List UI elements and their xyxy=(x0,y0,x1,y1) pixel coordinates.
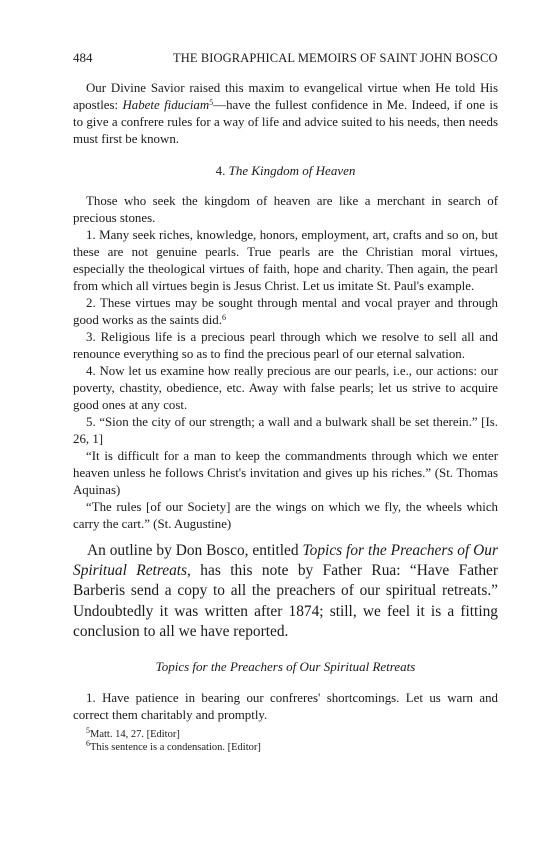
list-item-3: 3. Religious life is a precious pearl through which we resolve to sell all and renounce everything so as to find the precious pearl of our eternal salvation. xyxy=(73,330,498,361)
kingdom-section xyxy=(73,193,498,533)
quote-augustine: “The rules [of our Society] are the wings on which we fly, the wheels which carry the cart.” (St. Augustine) xyxy=(73,500,498,531)
outline-text-start: An outline by Don Bosco, entitled xyxy=(87,542,303,559)
list-item-4: 4. Now let us examine how really precious are our pearls, i.e., our actions: our poverty, chastity, obedience, etc. Away with false pearls; let us strive to acquire good ones at any cost. xyxy=(73,364,498,412)
footnote-ref-6: 6 xyxy=(221,313,226,322)
footnote-5-mark: 5 xyxy=(86,726,90,736)
intro-paragraph xyxy=(73,80,498,148)
quote-aquinas: “It is difficult for a man to keep the commandments through which we enter heaven unless he follows Christ's invitation and gives up his riches.” (St. Thomas Aquinas) xyxy=(73,449,498,497)
footnote-ref-5: 5 xyxy=(209,98,214,107)
section-number: 4. xyxy=(215,163,229,178)
footnote-5-text: Matt. 14, 27. [Editor] xyxy=(90,729,180,741)
running-title: THE BIOGRAPHICAL MEMOIRS OF SAINT JOHN BOSCO xyxy=(173,51,498,65)
outline-paragraph xyxy=(73,541,498,642)
intro-latin-phrase: Habete fiduciam xyxy=(122,98,210,112)
footnote-6-text: This sentence is a condensation. [Editor] xyxy=(90,742,261,754)
section-title: The Kingdom of Heaven xyxy=(228,163,356,178)
running-header xyxy=(73,50,498,66)
list-item-2 xyxy=(73,295,498,329)
intro-text-end: —have the fullest confidence in Me. Indeed, if one is to give a confrere rules for a way of life and advice suited to his needs, then needs must first be known. xyxy=(73,98,498,146)
outline-italic-title: Topics for the Preachers of Our Spiritual Retreats xyxy=(73,542,498,580)
footnotes xyxy=(73,728,498,754)
footnote-6-mark: 6 xyxy=(86,739,90,749)
section-heading-4 xyxy=(73,163,498,179)
topics-heading: Topics for the Preachers of Our Spiritual Retreats xyxy=(155,659,416,675)
topics-section xyxy=(73,690,498,724)
intro-text-start: Our Divine Savior raised this maxim to evangelical virtue when He told His apostles: xyxy=(73,81,498,112)
page-number: 484 xyxy=(73,50,93,65)
outline-block xyxy=(73,541,498,642)
outline-text-end: , has this note by Father Rua: “Have Father Barberis send a copy to all the preachers of our spiritual retreats.” Undoubtedly it was written after 1874; still, we feel it is a fitting conclusion to all we have reported. xyxy=(73,562,498,640)
list-item-1: 1. Many seek riches, knowledge, honors, employment, art, crafts and so on, but these are not genuine pearls. True pearls are the Christian moral virtues, especially the theological virtues of faith, hope and charity. Then again, the pearl from which all virtues begin is Jesus Christ. Let us imitate St. Paul's example. xyxy=(73,228,498,293)
intro-block xyxy=(73,80,498,148)
footnote-6 xyxy=(73,741,498,754)
topics-item-1: 1. Have patience in bearing our confreres' shortcomings. Let us warn and correct them charitably and promptly. xyxy=(73,691,498,723)
list-item-5: 5. “Sion the city of our strength; a wall and a bulwark shall be set therein.” [Is. 26, 1] xyxy=(73,415,498,446)
page xyxy=(73,50,498,754)
kingdom-lead: Those who seek the kingdom of heaven are like a merchant in search of precious stones. xyxy=(73,194,498,225)
footnote-5 xyxy=(73,728,498,741)
list-item-2-text: 2. These virtues may be sought through mental and vocal prayer and through good works as the saints did. xyxy=(73,296,498,327)
